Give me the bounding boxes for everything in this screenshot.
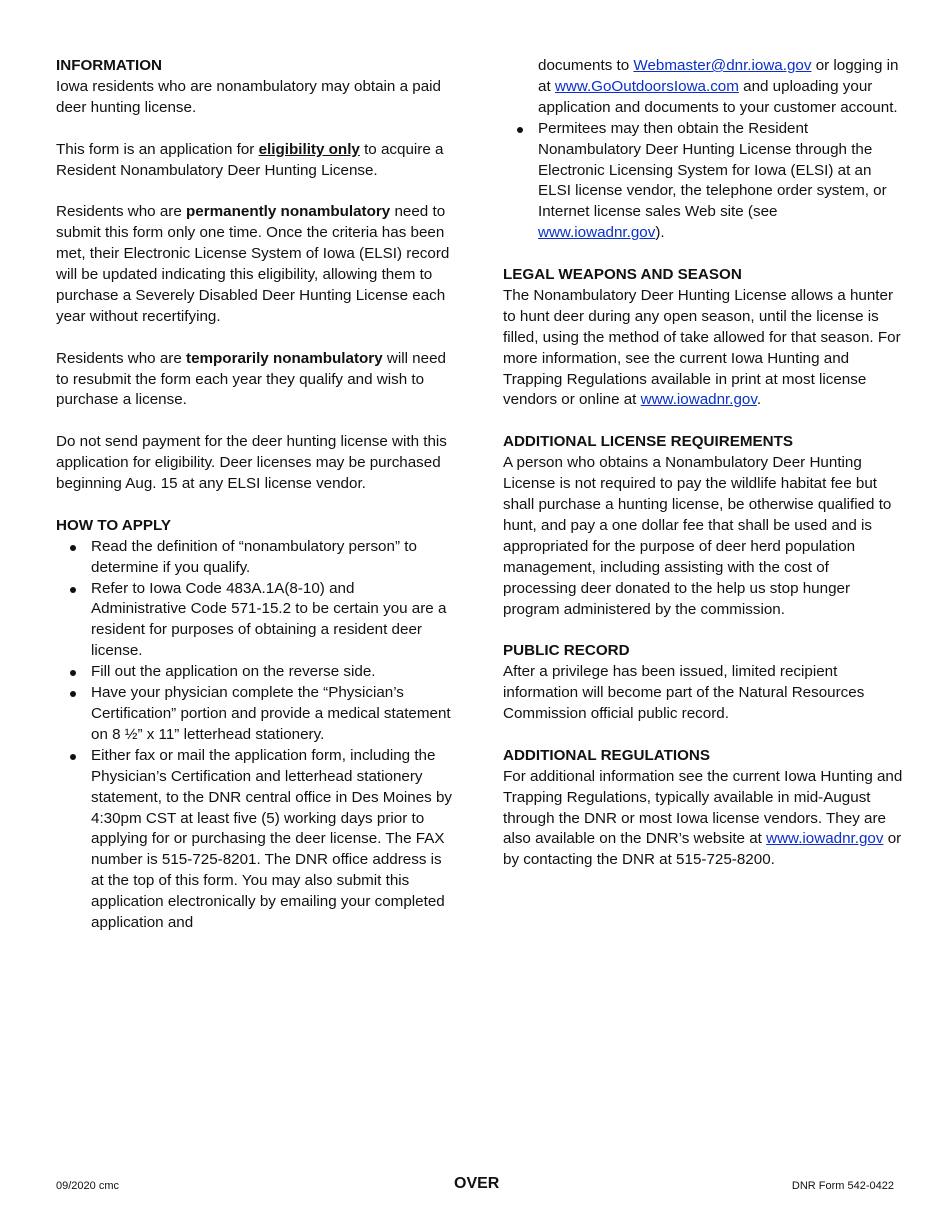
- text-span: The Nonambulatory Deer Hunting License allows a hunter to hunt deer during any open season, until the license is filled, using the method of take allowed for that season. For more information, see the current Iowa Hunting and Trapping Regulations available in print at most license vendors or online at: [503, 286, 901, 409]
- eligibility-only-emphasis: eligibility only: [258, 140, 360, 158]
- bullet-icon: [70, 691, 76, 697]
- text-span: need to submit this form only one time. Once the criteria has been met, their Electronic License System of Iowa (ELSI) record will be updated indicating this eligibility, allowing them to purchase a Severely Disabled Deer Hunting License each year without recertifying.: [56, 203, 450, 325]
- text-span: will need to resubmit the form each year they qualify and wish to purchase a license.: [56, 349, 446, 409]
- text-span: Residents who are: [56, 349, 187, 367]
- information-section: [56, 56, 452, 495]
- list-item-text: Refer to Iowa Code 483A.1A(8-10) and Administrative Code 571-15.2 to be certain you are a resident for purposes of obtaining a resident deer license.: [91, 579, 447, 660]
- text-span: Permitees may then obtain the Resident Nonambulatory Deer Hunting License through the Electronic Licensing System for Iowa (ELSI) at an ELSI license vendor, the telephone order system, or Internet license sales Web site (see: [538, 119, 887, 221]
- page-footer: [56, 1175, 894, 1197]
- list-item-text: Read the definition of “nonambulatory person” to determine if you qualify.: [91, 537, 417, 576]
- bullet-icon: [70, 754, 76, 760]
- gooutdoorsiowa-link[interactable]: www.GoOutdoorsIowa.com: [554, 77, 739, 95]
- over-label: OVER: [454, 1175, 500, 1192]
- how-to-apply-heading: HOW TO APPLY: [56, 516, 172, 534]
- additional-license-text: A person who obtains a Nonambulatory Deer Hunting License is not required to pay the wildlife habitat fee but shall purchase a hunting license, be otherwise qualified to hunt, and pay a one dollar fee that shall be used and is appropriated for the purpose of deer herd population management, including assisting with the cost of processing deer donated to the help us stop hunger program administered by the commission.: [503, 454, 892, 618]
- public-record-section: [503, 641, 903, 725]
- additional-license-section: [503, 432, 903, 620]
- revision-date: 09/2020 cmc: [56, 1180, 119, 1192]
- text-span: documents to: [538, 57, 634, 74]
- information-paragraph-5: Do not send payment for the deer hunting license with this application for eligibility. Deer licenses may be purchased beginning Aug. 15 at any ELSI license vendor.: [56, 433, 447, 493]
- iowadnr-link[interactable]: www.iowadnr.gov: [538, 224, 656, 242]
- text-span: ).: [655, 224, 665, 242]
- information-heading: INFORMATION: [56, 57, 163, 74]
- list-item: [56, 683, 452, 746]
- text-span: and uploading your application and documents to your customer account.: [538, 77, 898, 116]
- bullet-icon: [70, 587, 76, 593]
- iowadnr-link[interactable]: www.iowadnr.gov: [766, 830, 884, 848]
- webmaster-email-link[interactable]: Webmaster@dnr.iowa.gov: [633, 57, 812, 74]
- information-paragraph-2: [56, 140, 452, 182]
- list-item-text: Either fax or mail the application form, including the Physician’s Certification and letterhead stationery statement, to the DNR central office in Des Moines by 4:30pm CST at least five (5) working days prior to applying for or purchasing the deer license. The FAX number is 515-725-8201. The DNR office address is at the top of this form. You may also submit this application electronically by emailing your completed application and: [91, 746, 453, 932]
- text-span: or by contacting the DNR at 515-725-8200.: [503, 830, 902, 869]
- information-paragraph-1: Iowa residents who are nonambulatory may obtain a paid deer hunting license.: [56, 77, 441, 116]
- how-to-apply-list: [56, 537, 452, 934]
- public-record-text: After a privilege has been issued, limited recipient information will become part of the Natural Resources Commission official public record.: [503, 663, 865, 723]
- temporarily-nonambulatory-emphasis: temporarily nonambulatory: [186, 349, 383, 367]
- iowadnr-link[interactable]: www.iowadnr.gov: [640, 391, 757, 409]
- form-number: DNR Form 542-0422: [791, 1180, 894, 1192]
- list-item: [503, 119, 903, 244]
- how-to-apply-continued: [503, 56, 903, 244]
- left-column: [56, 56, 452, 955]
- list-item-continuation: [503, 56, 903, 119]
- text-span: For additional information see the current Iowa Hunting and Trapping Regulations, typically available in mid-August through the DNR or most Iowa license vendors. They are also available on the DNR’s website at: [503, 767, 903, 848]
- legal-weapons-section: [503, 265, 903, 411]
- text-span: Residents who are: [56, 203, 187, 221]
- legal-weapons-text: [503, 286, 903, 411]
- permanently-nonambulatory-emphasis: permanently nonambulatory: [186, 203, 391, 221]
- bullet-icon: [70, 670, 76, 676]
- bullet-icon: [517, 127, 523, 133]
- text-span: to acquire a Resident Nonambulatory Deer Hunting License.: [56, 140, 444, 179]
- public-record-heading: PUBLIC RECORD: [503, 642, 630, 660]
- how-to-apply-section: [56, 516, 452, 934]
- information-paragraph-3: [56, 202, 452, 327]
- information-paragraph-4: [56, 349, 452, 412]
- text-span: This form is an application for: [56, 140, 259, 158]
- how-to-apply-list-continued: [503, 56, 903, 244]
- additional-regulations-text: [503, 767, 903, 872]
- list-item-text: Have your physician complete the “Physician’s Certification” portion and provide a medical statement on 8 ½” x 11” letterhead stationery.: [91, 684, 451, 743]
- text-span: .: [756, 391, 762, 409]
- bullet-icon: [70, 545, 76, 551]
- additional-regulations-heading: ADDITIONAL REGULATIONS: [503, 746, 710, 764]
- list-item: [56, 662, 452, 683]
- list-item-text: Fill out the application on the reverse side.: [91, 663, 376, 681]
- legal-weapons-heading: LEGAL WEAPONS AND SEASON: [503, 266, 742, 284]
- list-item: [56, 746, 452, 934]
- text-span: or logging in at: [538, 57, 899, 95]
- right-column: [503, 56, 903, 892]
- additional-license-heading: ADDITIONAL LICENSE REQUIREMENTS: [503, 433, 793, 451]
- list-item: [56, 579, 452, 663]
- additional-regulations-section: [503, 746, 903, 871]
- list-item: [56, 537, 452, 579]
